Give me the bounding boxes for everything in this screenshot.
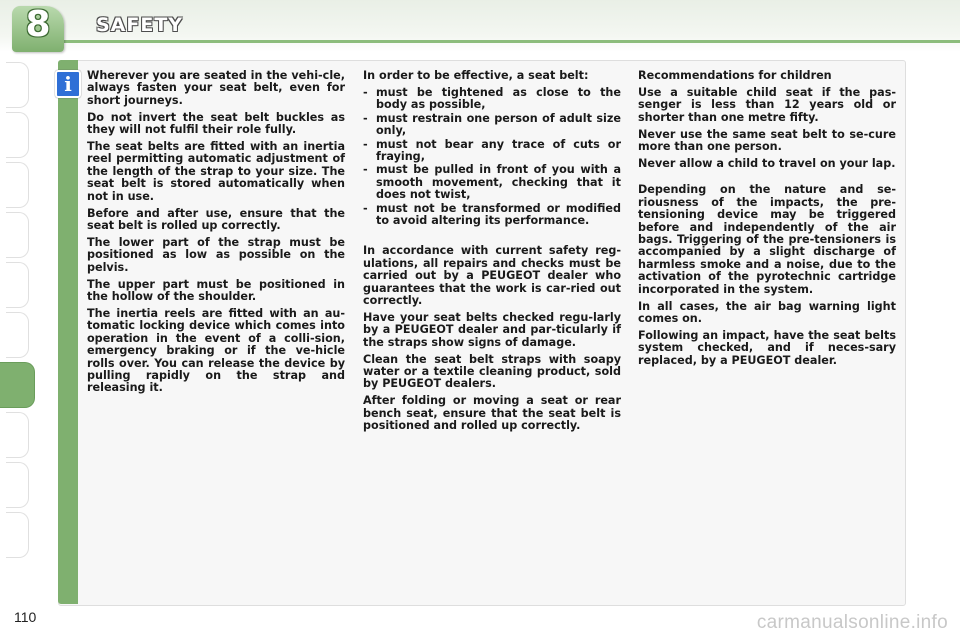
paragraph: The upper part must be positioned in the hollow of the shoulder.: [87, 277, 345, 303]
paragraph: Following an impact, have the seat belts system checked, and if neces-sary replaced, by a PEUGEOT dealer.: [638, 328, 896, 367]
paragraph: After folding or moving a seat or rear bench seat, ensure that the seat belt is positioned and rolled up correctly.: [363, 394, 621, 433]
list-item: - must be tightened as close to the body as possible,: [363, 85, 621, 112]
page-number: 110: [14, 609, 37, 625]
list-item: - must not bear any trace of cuts or fraying,: [363, 137, 621, 163]
paragraph: The inertia reels are fitted with an au-tomatic locking device which comes into operation in the event of a colli-sion, emergency braking or if the ve-hicle rolls over. You can release the device by pulling rapidly on the strap and releasing it.: [87, 306, 345, 395]
list-item: - must be pulled in front of you with a smooth movement, checking that it does not twist,: [363, 163, 621, 202]
watermark: carmanualsonline.info: [756, 612, 948, 633]
side-tab[interactable]: [6, 212, 29, 258]
side-tab[interactable]: [6, 512, 29, 558]
paragraph: Do not invert the seat belt buckles as they will not fulfil their role fully.: [87, 110, 345, 137]
paragraph: The seat belts are fitted with an inertia reel permitting automatic adjustment of the length of the strap to your size. The seat belt is stored automatically when not in use.: [87, 140, 345, 203]
section-heading: Recommendations for children: [638, 69, 832, 82]
side-tab[interactable]: [6, 462, 29, 508]
section-title: SAFETY: [96, 14, 184, 36]
seat-belt-requirements-list: [363, 87, 621, 227]
chapter-number: 8: [25, 4, 51, 45]
list-item: - must not be transformed or modified to avoid altering its performance.: [363, 201, 621, 227]
column-1: [87, 70, 345, 399]
paragraph: Never allow a child to travel on your lap.: [638, 156, 896, 170]
paragraph: Wherever you are seated in the vehi-cle, always fasten your seat belt, even for short journeys.: [87, 69, 345, 107]
list-item: - must restrain one person of adult size only,: [363, 111, 621, 138]
impact-text: , the pre-tensioning device may be triggered before and independently of the air bags. Triggering of the pre-tensioners is accompanied by a slight discharge of harmless smoke and a noise, due to the activation of the pyrotechnic cartridge incorporated in the system.: [638, 195, 897, 296]
column-3: [638, 70, 896, 372]
paragraph: Have your seat belts checked regu-larly by a PEUGEOT dealer and par-ticularly if the straps show signs of damage.: [363, 310, 621, 349]
side-tab[interactable]: [6, 412, 29, 458]
side-tab-strip: [0, 62, 40, 582]
side-tab[interactable]: [6, 62, 29, 108]
header-divider: [60, 40, 960, 43]
side-tab[interactable]: [6, 312, 29, 358]
paragraph: Clean the seat belt straps with soapy water or a textile cleaning product, sold by PEUGEOT dealers.: [363, 352, 621, 391]
side-tab[interactable]: [6, 162, 29, 208]
paragraph: In accordance with current safety reg-ulations, all repairs and checks must be carried out by a PEUGEOT dealer who guarantees that the work is car-ried out correctly.: [363, 244, 621, 307]
info-bar: [58, 60, 78, 604]
paragraph: The lower part of the strap must be positioned as low as possible on the pelvis.: [87, 235, 345, 274]
list-intro: In order to be effective, a seat belt:: [363, 69, 589, 82]
impact-lead: Depending on the nature and se-riousness of the impacts: [638, 183, 896, 209]
side-tab[interactable]: [6, 112, 29, 158]
paragraph: Use a suitable child seat if the pas-senger is less than 12 years old or shorter than one metre fifty.: [638, 85, 896, 124]
paragraph: In all cases, the air bag warning light comes on.: [638, 299, 896, 325]
info-icon: i: [55, 70, 81, 98]
paragraph: Before and after use, ensure that the seat belt is rolled up correctly.: [87, 206, 345, 232]
side-tab-active[interactable]: [0, 362, 35, 408]
column-2: [363, 70, 621, 437]
impact-paragraph: [638, 184, 896, 296]
paragraph: Never use the same seat belt to se-cure more than one person.: [638, 127, 896, 154]
side-tab[interactable]: [6, 262, 29, 308]
